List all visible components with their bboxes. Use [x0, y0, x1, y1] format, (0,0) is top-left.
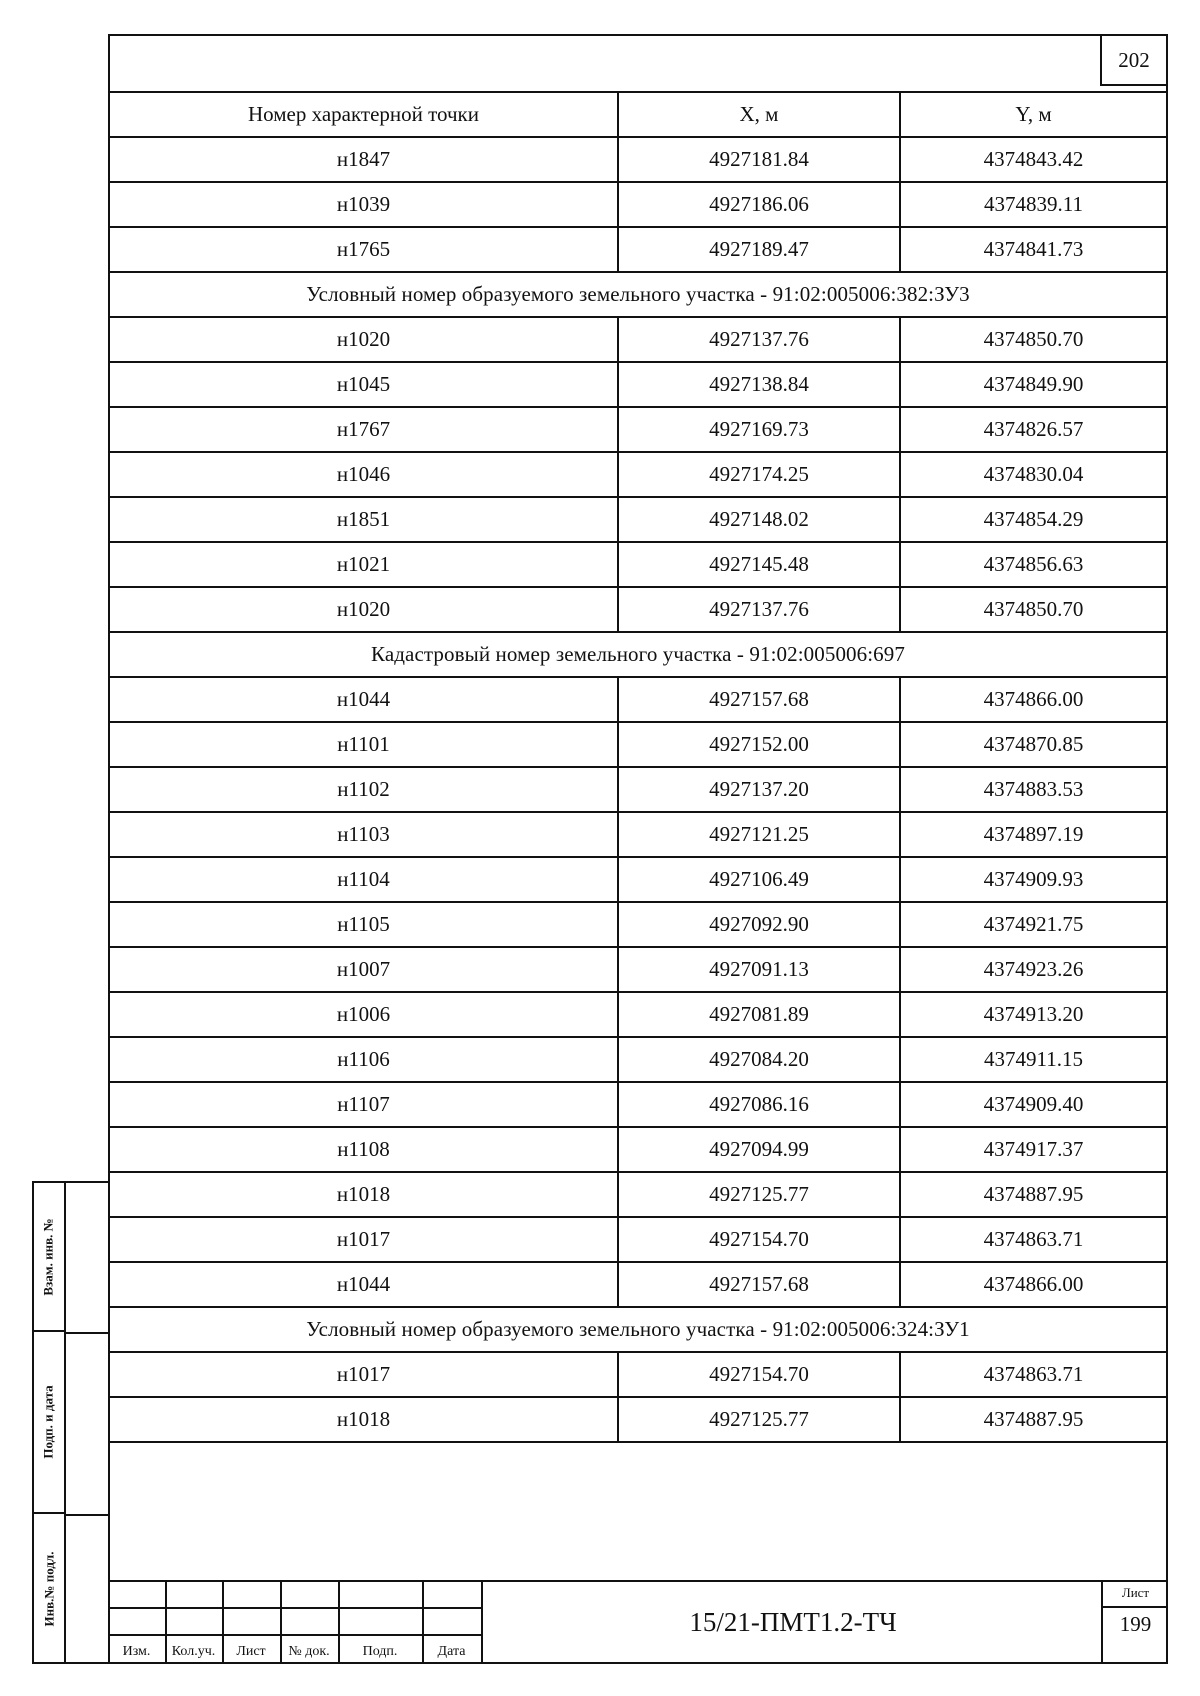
side-stamp: [32, 1181, 108, 1664]
x-cell: 4927125.77: [618, 1397, 900, 1442]
x-cell: 4927137.76: [618, 587, 900, 632]
table-row: [110, 1082, 1166, 1127]
point-cell: н1018: [110, 1172, 618, 1217]
x-cell: 4927092.90: [618, 902, 900, 947]
point-cell: н1007: [110, 947, 618, 992]
y-cell: 4374841.73: [900, 227, 1166, 272]
table-row: [110, 1037, 1166, 1082]
label-list: Лист: [236, 1644, 266, 1659]
table-row: [110, 182, 1166, 227]
x-cell: 4927121.25: [618, 812, 900, 857]
x-cell: 4927152.00: [618, 722, 900, 767]
table-row: [110, 407, 1166, 452]
table-row: [110, 1127, 1166, 1172]
point-cell: н1018: [110, 1397, 618, 1442]
x-cell: 4927157.68: [618, 677, 900, 722]
sheet-box: [1101, 1580, 1168, 1664]
y-cell: 4374909.40: [900, 1082, 1166, 1127]
x-cell: 4927081.89: [618, 992, 900, 1037]
x-cell: 4927174.25: [618, 452, 900, 497]
side-label-vzam: Взам. инв. №: [41, 1217, 57, 1296]
title-block: [108, 1580, 1168, 1664]
point-cell: н1006: [110, 992, 618, 1037]
table-row: [110, 587, 1166, 632]
point-cell: н1765: [110, 227, 618, 272]
point-cell: н1045: [110, 362, 618, 407]
x-cell: 4927186.06: [618, 182, 900, 227]
side-label-podp: Подп. и дата: [41, 1385, 57, 1459]
y-cell: 4374839.11: [900, 182, 1166, 227]
section-title: Кадастровый номер земельного участка - 91:02:005006:697: [110, 632, 1166, 677]
point-cell: н1107: [110, 1082, 618, 1127]
table-row: [110, 362, 1166, 407]
table-row: [110, 902, 1166, 947]
point-cell: н1106: [110, 1037, 618, 1082]
label-data: Дата: [437, 1644, 466, 1659]
table-row: [110, 542, 1166, 587]
point-cell: н1020: [110, 587, 618, 632]
table-row: [110, 812, 1166, 857]
y-cell: 4374850.70: [900, 317, 1166, 362]
point-cell: н1044: [110, 677, 618, 722]
table-row: [110, 722, 1166, 767]
x-cell: 4927084.20: [618, 1037, 900, 1082]
sheet-label: Лист: [1103, 1582, 1168, 1608]
side-label-inv: Инв.№ подл.: [41, 1551, 57, 1627]
y-cell: 4374911.15: [900, 1037, 1166, 1082]
y-cell: 4374854.29: [900, 497, 1166, 542]
grid-hline: [108, 1607, 481, 1609]
side-divider: [64, 1183, 66, 1662]
section-title: Условный номер образуемого земельного участка - 91:02:005006:324:ЗУ1: [110, 1307, 1166, 1352]
x-cell: 4927138.84: [618, 362, 900, 407]
side-cell-inv: [34, 1514, 64, 1664]
point-cell: н1017: [110, 1352, 618, 1397]
y-cell: 4374863.71: [900, 1217, 1166, 1262]
y-cell: 4374850.70: [900, 587, 1166, 632]
y-cell: 4374917.37: [900, 1127, 1166, 1172]
y-cell: 4374826.57: [900, 407, 1166, 452]
y-cell: 4374921.75: [900, 902, 1166, 947]
x-cell: 4927137.76: [618, 317, 900, 362]
y-cell: 4374887.95: [900, 1172, 1166, 1217]
section-row: [110, 272, 1166, 317]
label-podp: Подп.: [362, 1644, 398, 1659]
y-cell: 4374909.93: [900, 857, 1166, 902]
table-row: [110, 677, 1166, 722]
table-row: [110, 857, 1166, 902]
table-row: [110, 1352, 1166, 1397]
point-cell: н1847: [110, 137, 618, 182]
point-cell: н1103: [110, 812, 618, 857]
document-code: 15/21-ПМТ1.2-ТЧ: [481, 1580, 1103, 1664]
label-doc-no: № док.: [288, 1644, 330, 1659]
y-cell: 4374897.19: [900, 812, 1166, 857]
y-cell: 4374866.00: [900, 1262, 1166, 1307]
point-cell: н1102: [110, 767, 618, 812]
table-row: [110, 992, 1166, 1037]
table-row: [110, 1397, 1166, 1442]
y-cell: 4374913.20: [900, 992, 1166, 1037]
table-row: [110, 1262, 1166, 1307]
y-cell: 4374843.42: [900, 137, 1166, 182]
x-cell: 4927137.20: [618, 767, 900, 812]
table-row: [110, 137, 1166, 182]
header-y: Y, м: [900, 92, 1166, 137]
point-cell: н1108: [110, 1127, 618, 1172]
point-cell: н1021: [110, 542, 618, 587]
x-cell: 4927189.47: [618, 227, 900, 272]
table-row: [110, 497, 1166, 542]
y-cell: 4374870.85: [900, 722, 1166, 767]
label-kol-uch: Кол.уч.: [171, 1644, 216, 1659]
point-cell: н1104: [110, 857, 618, 902]
side-cell-vzam: [34, 1183, 64, 1332]
x-cell: 4927086.16: [618, 1082, 900, 1127]
point-cell: н1017: [110, 1217, 618, 1262]
y-cell: 4374849.90: [900, 362, 1166, 407]
x-cell: 4927148.02: [618, 497, 900, 542]
x-cell: 4927106.49: [618, 857, 900, 902]
grid-hline: [108, 1634, 481, 1636]
section-row: [110, 1307, 1166, 1352]
coordinates-table: [110, 91, 1166, 1443]
y-cell: 4374883.53: [900, 767, 1166, 812]
point-cell: н1046: [110, 452, 618, 497]
table-row: [110, 947, 1166, 992]
y-cell: 4374830.04: [900, 452, 1166, 497]
point-cell: н1044: [110, 1262, 618, 1307]
y-cell: 4374863.71: [900, 1352, 1166, 1397]
table-row: [110, 1217, 1166, 1262]
y-cell: 4374856.63: [900, 542, 1166, 587]
header-x: X, м: [618, 92, 900, 137]
revision-grid: [108, 1580, 481, 1664]
y-cell: 4374923.26: [900, 947, 1166, 992]
table-row: [110, 317, 1166, 362]
x-cell: 4927125.77: [618, 1172, 900, 1217]
point-cell: н1101: [110, 722, 618, 767]
x-cell: 4927154.70: [618, 1217, 900, 1262]
page-frame: [108, 34, 1168, 1664]
point-cell: н1767: [110, 407, 618, 452]
page-number: 202: [1100, 34, 1168, 86]
x-cell: 4927094.99: [618, 1127, 900, 1172]
side-hline: [64, 1332, 110, 1334]
point-cell: н1851: [110, 497, 618, 542]
side-cell-podp: [34, 1332, 64, 1514]
x-cell: 4927154.70: [618, 1352, 900, 1397]
section-title: Условный номер образуемого земельного участка - 91:02:005006:382:ЗУ3: [110, 272, 1166, 317]
point-cell: н1039: [110, 182, 618, 227]
table-header-row: [110, 92, 1166, 137]
label-izm: Изм.: [122, 1644, 151, 1659]
x-cell: 4927091.13: [618, 947, 900, 992]
point-cell: н1105: [110, 902, 618, 947]
x-cell: 4927181.84: [618, 137, 900, 182]
section-row: [110, 632, 1166, 677]
header-point: Номер характерной точки: [110, 92, 618, 137]
x-cell: 4927169.73: [618, 407, 900, 452]
y-cell: 4374887.95: [900, 1397, 1166, 1442]
point-cell: н1020: [110, 317, 618, 362]
table-row: [110, 767, 1166, 812]
x-cell: 4927157.68: [618, 1262, 900, 1307]
table-row: [110, 452, 1166, 497]
side-hline: [64, 1514, 110, 1516]
y-cell: 4374866.00: [900, 677, 1166, 722]
sheet-number: 199: [1119, 1612, 1152, 1636]
table-row: [110, 1172, 1166, 1217]
table-row: [110, 227, 1166, 272]
x-cell: 4927145.48: [618, 542, 900, 587]
